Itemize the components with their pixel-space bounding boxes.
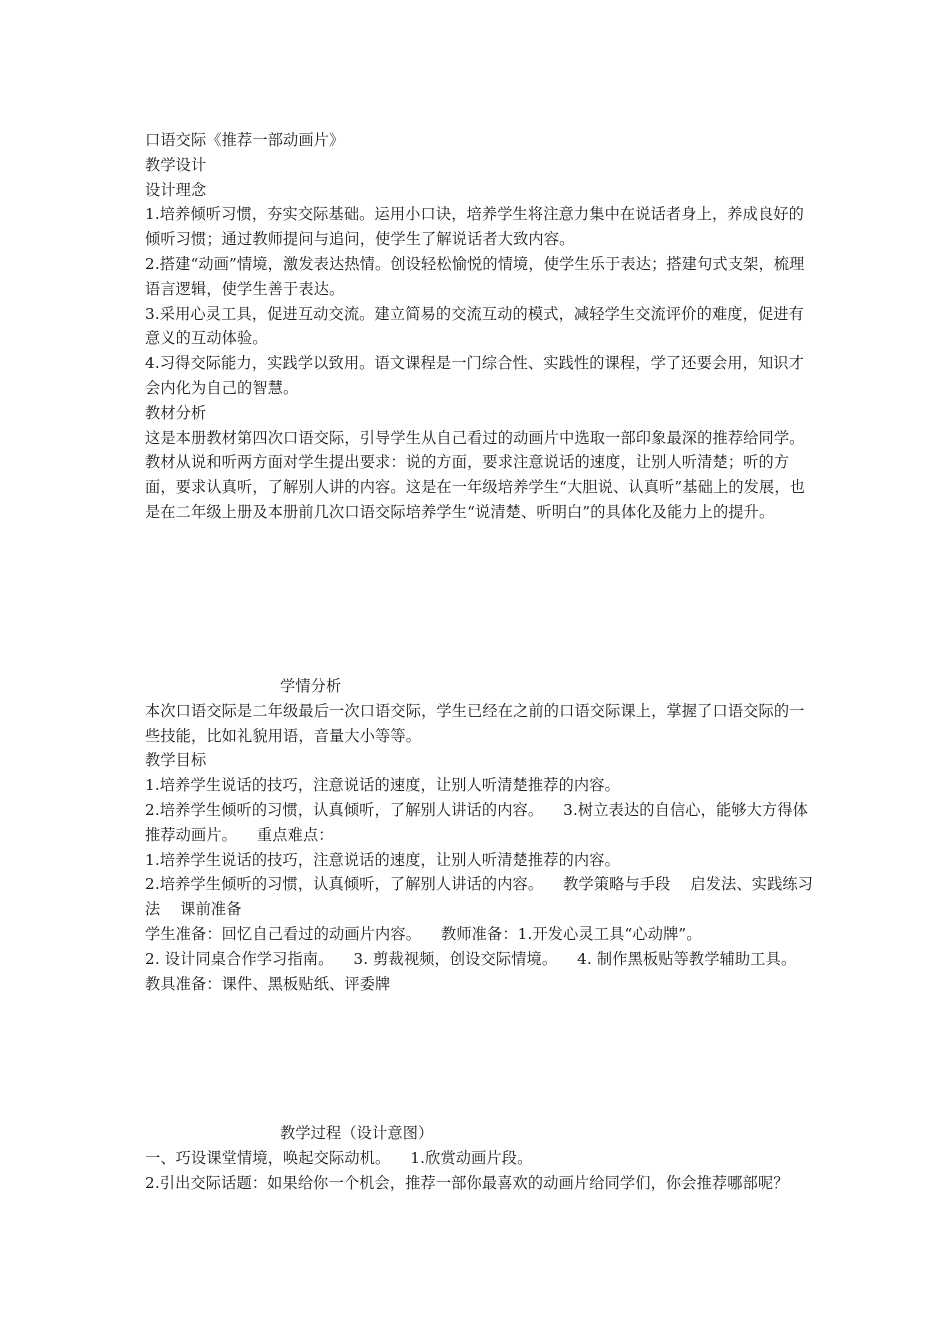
preparation-line-2: 2. 设计同桌合作学习指南。 3. 剪裁视频，创设交际情境。 4. 制作黑板贴等教学辅助工具。 — [145, 949, 797, 968]
concept-paragraph-1: 1.培养倾听习惯，夯实交际基础。运用小口诀，培养学生将注意力集中在说话者身上，养成良好的倾听习惯；通过教师提问与追问，使学生了解说话者大致内容。 — [145, 205, 804, 249]
heading-teaching-goals: 教学目标 — [145, 751, 207, 770]
process-line-1: 一、巧设课堂情境，唤起交际动机。 1.欣赏动画片段。 — [145, 1148, 533, 1167]
heading-student-analysis: 学情分析 — [280, 677, 342, 695]
process-line-2: 2.引出交际话题：如果给你一个机会，推荐一部你最喜欢的动画片给同学们，你会推荐哪部呢？ — [145, 1173, 789, 1192]
concept-paragraph-2: 2.搭建“动画”情境，激发表达热情。创设轻松愉悦的情境，使学生乐于表达；搭建句式支架，梳理语言逻辑，使学生善于表达。 — [145, 254, 805, 298]
goals-line-4: 2.培养学生倾听的习惯，认真倾听，了解别人讲话的内容。 教学策略与手段 启发法、实践练习法 课前准备 — [145, 875, 814, 919]
concept-paragraph-4: 4.习得交际能力，实践学以致用。语文课程是一门综合性、实践性的课程，学了还要会用，知识才会内化为自己的智慧。 — [145, 354, 804, 397]
goals-line-2: 2.培养学生倾听的习惯，认真倾听，了解别人讲话的内容。 3.树立表达的自信心，能够大方得体推荐动画片。 重点难点： — [145, 800, 808, 844]
preparation-line-3: 教具准备：课件、黑板贴纸、评委牌 — [145, 974, 391, 993]
section-student-analysis — [145, 674, 817, 996]
concept-paragraph-3: 3.采用心灵工具，促进互动交流。建立简易的交流互动的模式，减轻学生交流评价的难度，促进有意义的互动体验。 — [145, 304, 804, 348]
student-analysis-paragraph: 本次口语交际是二年级最后一次口语交际，学生已经在之前的口语交际课上，掌握了口语交际的一些技能，比如礼貌用语，音量大小等等。 — [145, 701, 805, 745]
section-design-concept — [145, 128, 817, 525]
heading-teaching-process: 教学过程（设计意图） — [280, 1124, 434, 1142]
textbook-analysis-paragraph: 这是本册教材第四次口语交际，引导学生从自己看过的动画片中选取一部印象最深的推荐给同学。教材从说和听两方面对学生提出要求：说的方面，要求注意说话的速度，让别人听清楚；听的方面，要求认真听，了解别人讲的内容。这是在一年级培养学生“大胆说、认真听”基础上的发展，也是在二年级上册及本册前几次口语交际培养学生“说清楚、听明白”的具体化及能力上的提升。 — [145, 428, 806, 521]
heading-textbook-analysis: 教材分析 — [145, 403, 207, 422]
document-subtitle: 教学设计 — [145, 155, 207, 174]
goals-line-1: 1.培养学生说话的技巧，注意说话的速度，让别人听清楚推荐的内容。 — [145, 776, 620, 795]
preparation-line-1: 学生准备：回忆自己看过的动画片内容。 教师准备：1.开发心灵工具“心动牌”。 — [145, 924, 702, 943]
document-title: 口语交际《推荐一部动画片》 — [145, 131, 345, 149]
section-teaching-process — [145, 1121, 817, 1195]
goals-line-3: 1.培养学生说话的技巧，注意说话的速度，让别人听清楚推荐的内容。 — [145, 850, 620, 869]
heading-design-concept: 设计理念 — [145, 180, 207, 199]
